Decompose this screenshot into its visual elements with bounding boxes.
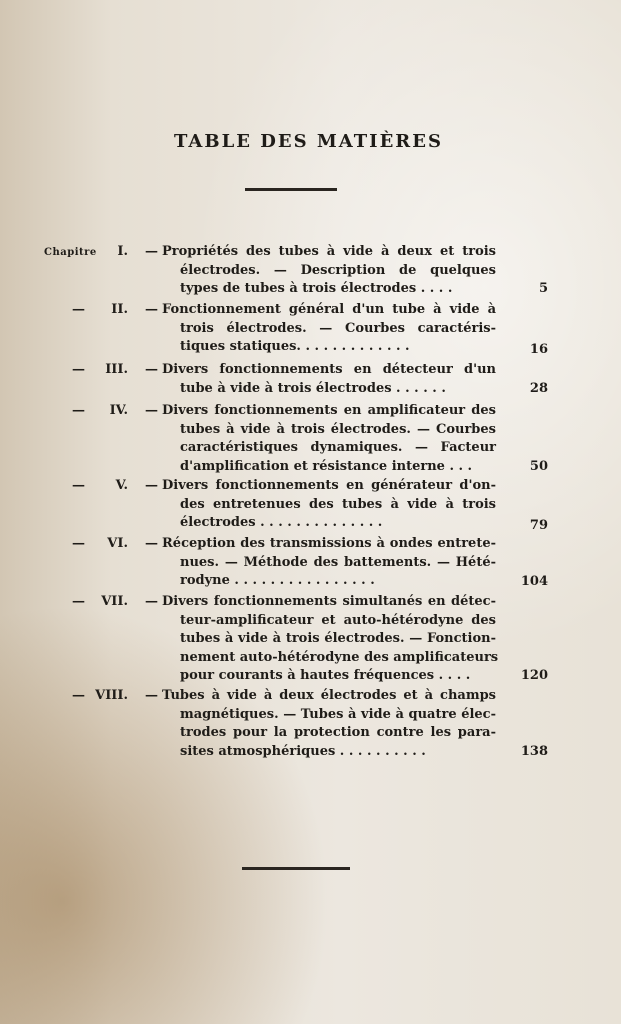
title-line: Tubes à vide à deux électrodes et à champs	[162, 688, 496, 703]
title-line: tiques statiques. . . . . . . . . . . . .	[180, 339, 410, 354]
chapter-title	[162, 243, 496, 299]
chapter-dash: —	[72, 362, 85, 377]
title-line: des entretenues des tubes à vide à trois	[180, 496, 496, 512]
chapter-title	[162, 593, 499, 686]
chapter-dash: —	[72, 302, 85, 317]
title-line: Divers fonctionnements en générateur d'on-	[162, 478, 496, 493]
title-line: nues. — Méthode des battements. — Hété-	[180, 554, 496, 570]
page-number: 50	[529, 459, 548, 474]
closing-rule	[242, 867, 350, 870]
chapter-dash: —	[72, 688, 85, 703]
title-line: électrodes . . . . . . . . . . . . . .	[180, 515, 383, 530]
chapter-number: IV.	[109, 403, 128, 418]
chapter-number: I.	[117, 244, 128, 259]
title-line: teur-amplificateur et auto-hétérodyne des	[180, 612, 496, 628]
title-line: tubes à vide à trois électrodes. — Courbes	[180, 421, 496, 437]
chapter-separator: —	[145, 302, 158, 317]
chapter-title	[162, 361, 496, 398]
chapter-dash: —	[72, 594, 85, 609]
chapter-dash: —	[72, 403, 85, 418]
chapter-number: VIII.	[95, 688, 128, 703]
title-line: types de tubes à trois électrodes . . . .	[180, 281, 453, 296]
chapter-separator: —	[145, 403, 158, 418]
title-line: pour courants à hautes fréquences . . . .	[180, 668, 471, 683]
title-line: trodes pour la protection contre les para-	[180, 725, 496, 740]
chapter-number: II.	[111, 302, 128, 317]
chapter-number: VII.	[101, 594, 128, 609]
page-number: 120	[520, 668, 548, 683]
title-line: Divers fonctionnements simultanés en détec-	[162, 594, 496, 609]
title-line: trois électrodes. — Courbes caractéris-	[180, 320, 496, 336]
page-number: 28	[529, 381, 548, 396]
title-line: sites atmosphériques . . . . . . . . . .	[180, 743, 426, 759]
chapter-title	[162, 477, 496, 533]
page-number: 16	[529, 342, 548, 357]
chapter-separator: —	[145, 688, 158, 703]
chapter-word: Chapitre	[44, 247, 97, 258]
page-number: 104	[520, 574, 548, 589]
title-line: Propriétés des tubes à vide à deux et trois	[162, 244, 496, 259]
title-rule	[245, 188, 337, 191]
title-line: électrodes. — Description de quelques	[180, 262, 496, 278]
chapter-title	[162, 301, 496, 357]
chapter-dash: —	[145, 244, 158, 259]
chapter-title	[162, 687, 496, 761]
chapter-title	[162, 535, 496, 591]
title-line: rodyne . . . . . . . . . . . . . . . .	[180, 573, 375, 588]
title-line: d'amplification et résistance interne . . .	[180, 458, 473, 474]
chapter-separator: —	[145, 536, 158, 551]
page-number: 79	[529, 518, 548, 533]
chapter-number: V.	[115, 478, 128, 493]
title-line: magnétiques. — Tubes à vide à quatre élec-	[180, 706, 496, 722]
title-line: tubes à vide à trois électrodes. — Fonction-	[180, 631, 496, 646]
chapter-separator: —	[145, 362, 158, 377]
page-number: 5	[538, 281, 548, 296]
chapter-title	[162, 402, 496, 476]
title-line: nement auto-hétérodyne des amplificateurs	[180, 649, 499, 665]
title-line: Divers fonctionnements en détecteur d'un	[162, 362, 496, 377]
chapter-number: III.	[105, 362, 128, 377]
title-line: caractéristiques dynamiques. — Facteur	[180, 440, 496, 455]
chapter-dash: —	[72, 536, 85, 551]
title-line: Divers fonctionnements en amplificateur des	[162, 403, 496, 418]
title-line: Réception des transmissions à ondes entrete-	[162, 536, 496, 551]
chapter-separator: —	[145, 478, 158, 493]
page-number: 138	[520, 744, 548, 759]
chapter-dash: —	[72, 478, 85, 493]
title-line: Fonctionnement général d'un tube à vide à	[162, 302, 496, 317]
title-line: tube à vide à trois électrodes . . . . . .	[180, 380, 446, 396]
chapter-number: VI.	[107, 536, 128, 551]
chapter-separator: —	[145, 594, 158, 609]
page-title: TABLE DES MATIÈRES	[174, 131, 443, 152]
